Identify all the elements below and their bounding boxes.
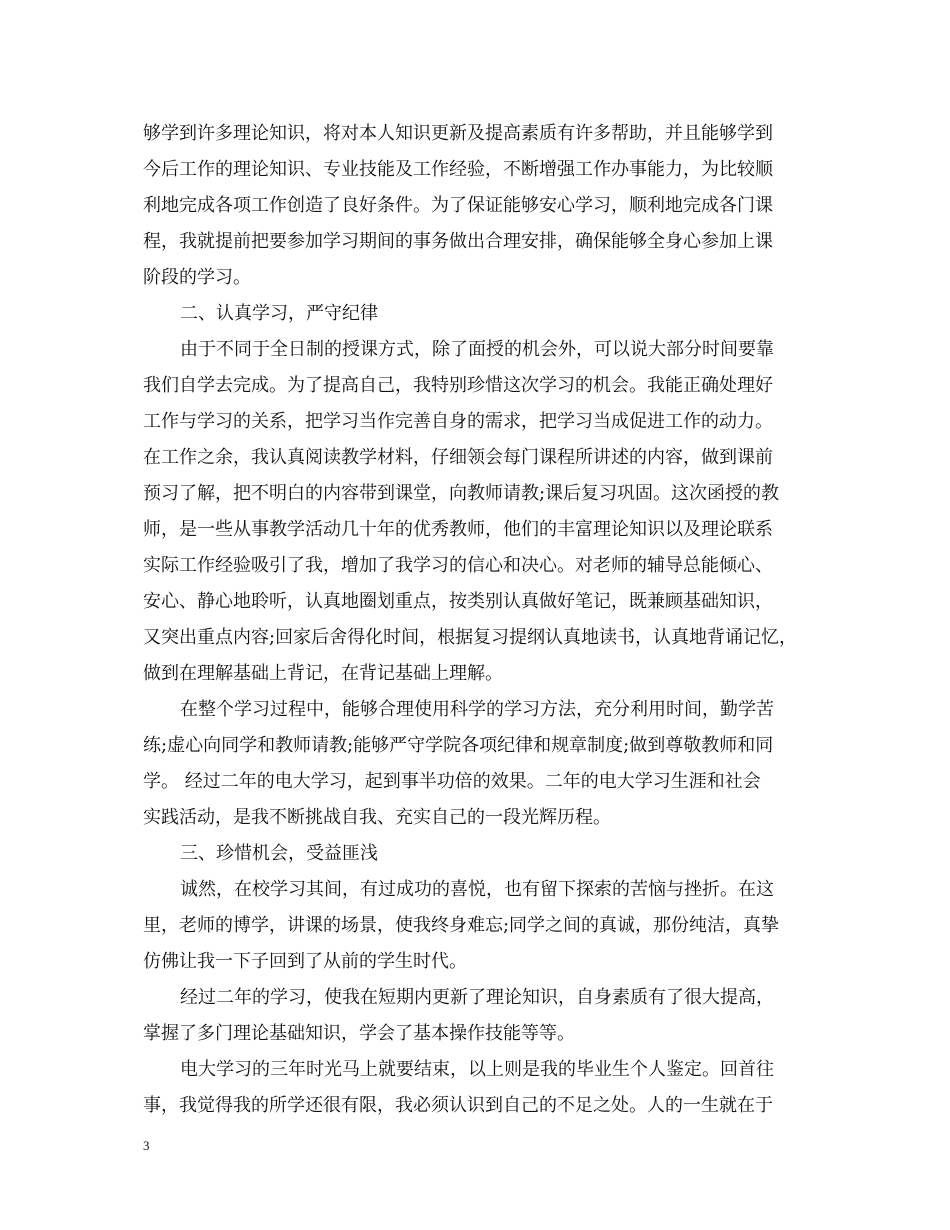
text-line: 仿佛让我一下子回到了从前的学生时代。	[143, 951, 467, 972]
text-line: 掌握了多门理论基础知识，学会了基本操作技能等等。	[143, 1023, 575, 1044]
section-heading: 二、认真学习，严守纪律	[180, 303, 378, 324]
paragraph-start-line: 电大学习的三年时光马上就要结束，以上则是我的毕业生个人鉴定。回首往	[180, 1059, 774, 1080]
text-line: 练;虚心向同学和教师请教;能够严守学院各项纪律和规章制度;做到尊敬教师和同	[143, 735, 774, 756]
text-line: 事，我觉得我的所学还很有限，我必须认识到自己的不足之处。人的一生就在于	[143, 1095, 773, 1116]
text-line: 我们自学去完成。为了提高自己，我特别珍惜这次学习的机会。我能正确处理好	[143, 375, 773, 396]
text-line: 做到在理解基础上背记，在背记基础上理解。	[143, 663, 503, 684]
text-line: 阶段的学习。	[143, 267, 251, 288]
text-line: 今后工作的理论知识、专业技能及工作经验，不断增强工作办事能力，为比较顺	[143, 159, 773, 180]
text-line: 里，老师的博学，讲课的场景，使我终身难忘;同学之间的真诚，那份纯洁，真挚	[143, 915, 780, 936]
section-heading: 三、珍惜机会，受益匪浅	[180, 843, 378, 864]
text-line: 学。 经过二年的电大学习，起到事半功倍的效果。二年的电大学习生涯和社会	[143, 771, 761, 792]
paragraph-start-line: 经过二年的学习，使我在短期内更新了理论知识，自身素质有了很大提高，	[180, 987, 774, 1008]
paragraph-start-line: 在整个学习过程中，能够合理使用科学的学习方法，充分利用时间，勤学苦	[180, 699, 774, 720]
text-line: 在工作之余，我认真阅读教学材料，仔细领会每门课程所讲述的内容，做到课前	[143, 447, 773, 468]
text-line: 安心、静心地聆听，认真地圈划重点，按类别认真做好笔记，既兼顾基础知识，	[143, 591, 773, 612]
text-line: 程，我就提前把要参加学习期间的事务做出合理安排，确保能够全身心参加上课	[143, 231, 773, 252]
text-line: 实际工作经验吸引了我，增加了我学习的信心和决心。对老师的辅导总能倾心、	[143, 555, 773, 576]
text-line: 够学到许多理论知识，将对本人知识更新及提高素质有许多帮助，并且能够学到	[143, 123, 773, 144]
text-line: 利地完成各项工作创造了良好条件。为了保证能够安心学习，顺利地完成各门课	[143, 195, 773, 216]
text-line: 实践活动，是我不断挑战自我、充实自己的一段光辉历程。	[143, 807, 611, 828]
paragraph-start-line: 由于不同于全日制的授课方式，除了面授的机会外，可以说大部分时间要靠	[180, 339, 774, 360]
document-body	[143, 116, 809, 1124]
page-number: 3	[143, 1138, 150, 1153]
text-line: 预习了解，把不明白的内容带到课堂，向教师请教;课后复习巩固。这次函授的教	[143, 483, 780, 504]
text-line: 工作与学习的关系，把学习当作完善自身的需求，把学习当成促进工作的动力。	[143, 411, 773, 432]
text-line: 又突出重点内容;回家后舍得化时间，根据复习提纲认真地读书，认真地背诵记忆，	[143, 627, 798, 648]
text-line: 师，是一些从事教学活动几十年的优秀教师，他们的丰富理论知识以及理论联系	[143, 519, 773, 540]
paragraph-start-line: 诚然，在校学习其间，有过成功的喜悦，也有留下探索的苦恼与挫折。在这	[180, 879, 774, 900]
